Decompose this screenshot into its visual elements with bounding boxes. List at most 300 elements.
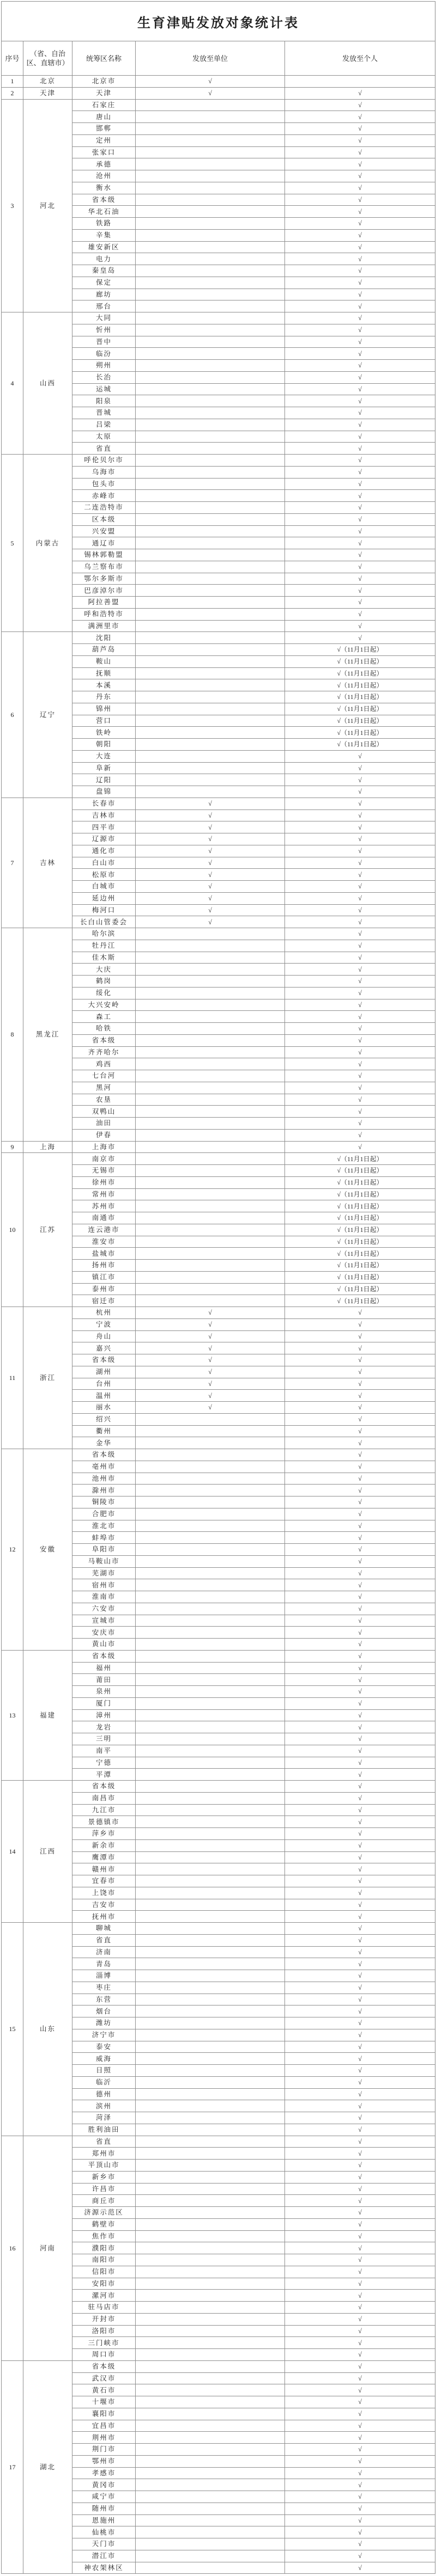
person-check-cell: √: [285, 786, 435, 798]
person-check-cell: √: [285, 360, 435, 372]
region-cell: 省本级: [72, 1449, 136, 1461]
unit-check-cell: √: [136, 1378, 285, 1390]
region-cell: 农垦: [72, 1094, 136, 1106]
unit-check-cell: [136, 2325, 285, 2337]
unit-check-cell: [136, 348, 285, 360]
region-cell: 廊坊: [72, 289, 136, 300]
region-cell: 呼伦贝尔市: [72, 455, 136, 467]
region-cell: 吉安市: [72, 1899, 136, 1911]
unit-check-cell: [136, 2396, 285, 2408]
region-cell: 盘锦: [72, 786, 136, 798]
unit-check-cell: [136, 632, 285, 644]
person-check-cell: √: [285, 2514, 435, 2526]
province-cell: 江西: [23, 1781, 72, 1923]
person-check-cell: √: [285, 1781, 435, 1793]
person-check-cell: √: [285, 1082, 435, 1094]
region-cell: 六安市: [72, 1603, 136, 1615]
person-check-cell: √: [285, 2349, 435, 2361]
region-cell: 孝感市: [72, 2467, 136, 2479]
region-cell: 营口: [72, 715, 136, 727]
person-check-cell: √: [285, 99, 435, 111]
province-cell: 福建: [23, 1650, 72, 1780]
region-cell: 鄂州市: [72, 2455, 136, 2467]
person-check-cell: √: [285, 134, 435, 146]
unit-check-cell: [136, 1236, 285, 1248]
person-check-cell: √: [285, 455, 435, 467]
unit-check-cell: [136, 1188, 285, 1200]
table-row: [2, 798, 435, 809]
region-cell: 驻马店市: [72, 2302, 136, 2314]
unit-check-cell: [136, 2503, 285, 2514]
person-check-cell: √: [285, 2372, 435, 2384]
person-check-cell: √: [285, 1721, 435, 1733]
person-check-cell: √: [285, 1579, 435, 1591]
region-cell: 泰安: [72, 2041, 136, 2053]
unit-check-cell: √: [136, 1318, 285, 1330]
unit-check-cell: [136, 1082, 285, 1094]
unit-check-cell: [136, 2372, 285, 2384]
unit-check-cell: [136, 1485, 285, 1496]
region-cell: 连云港市: [72, 1224, 136, 1236]
person-check-cell: √: [285, 194, 435, 206]
unit-check-cell: [136, 1544, 285, 1556]
region-cell: 荆州市: [72, 2432, 136, 2444]
unit-check-cell: [136, 691, 285, 703]
region-cell: 盐城市: [72, 1248, 136, 1260]
person-check-cell: √: [285, 324, 435, 336]
index-cell: 8: [2, 928, 23, 1142]
unit-check-cell: [136, 1023, 285, 1035]
person-check-cell: √: [285, 2384, 435, 2396]
region-cell: 新余市: [72, 1839, 136, 1851]
unit-check-cell: [136, 1070, 285, 1082]
person-check-cell: √: [285, 2230, 435, 2242]
region-cell: 乌兰察布市: [72, 561, 136, 573]
unit-check-cell: [136, 1686, 285, 1698]
unit-check-cell: [136, 1141, 285, 1153]
region-cell: 赤峰市: [72, 490, 136, 502]
unit-check-cell: [136, 1769, 285, 1781]
region-cell: 无锡市: [72, 1165, 136, 1177]
region-cell: 漯河市: [72, 2290, 136, 2302]
person-check-cell: √: [285, 1674, 435, 1686]
unit-check-cell: [136, 1804, 285, 1816]
unit-check-cell: [136, 1437, 285, 1449]
region-cell: 南通市: [72, 1212, 136, 1224]
unit-check-cell: √: [136, 845, 285, 857]
document-sheet: [1, 1, 435, 2574]
region-cell: 梅河口: [72, 904, 136, 916]
unit-check-cell: [136, 1579, 285, 1591]
person-check-cell: √（11月1日起）: [285, 1271, 435, 1283]
region-cell: 台州: [72, 1378, 136, 1390]
region-cell: 赣州市: [72, 1863, 136, 1875]
person-check-cell: √: [285, 916, 435, 928]
unit-check-cell: [136, 1532, 285, 1544]
region-cell: 泉州: [72, 1686, 136, 1698]
region-cell: 潜江市: [72, 2550, 136, 2562]
region-cell: 宁波: [72, 1318, 136, 1330]
person-check-cell: √: [285, 585, 435, 597]
province-cell: 吉林: [23, 798, 72, 928]
unit-check-cell: √: [136, 809, 285, 821]
person-check-cell: √: [285, 1709, 435, 1721]
person-check-cell: √: [285, 881, 435, 893]
region-cell: 南阳市: [72, 2254, 136, 2266]
person-check-cell: √: [285, 265, 435, 277]
unit-check-cell: [136, 134, 285, 146]
region-cell: 青岛: [72, 1958, 136, 1970]
region-cell: 平潭: [72, 1769, 136, 1781]
region-cell: 省本级: [72, 194, 136, 206]
region-cell: 抚州市: [72, 1911, 136, 1923]
unit-check-cell: [136, 1295, 285, 1307]
unit-check-cell: [136, 2408, 285, 2420]
person-check-cell: √: [285, 2420, 435, 2432]
region-cell: 济源示范区: [72, 2207, 136, 2219]
person-check-cell: √: [285, 1034, 435, 1046]
person-check-cell: √（11月1日起）: [285, 679, 435, 691]
unit-check-cell: [136, 2076, 285, 2088]
region-cell: 衢州: [72, 1425, 136, 1437]
region-cell: 镇江市: [72, 1271, 136, 1283]
unit-check-cell: [136, 1946, 285, 1958]
index-cell: 13: [2, 1650, 23, 1780]
region-cell: 宣城市: [72, 1615, 136, 1627]
person-check-cell: √（11月1日起）: [285, 644, 435, 656]
region-cell: 濮阳市: [72, 2242, 136, 2254]
table-row: [2, 1449, 435, 1461]
person-check-cell: √: [285, 2455, 435, 2467]
region-cell: 九江市: [72, 1804, 136, 1816]
table-row: [2, 1153, 435, 1165]
unit-check-cell: [136, 336, 285, 348]
unit-check-cell: [136, 111, 285, 123]
person-check-cell: √: [285, 525, 435, 537]
person-check-cell: √: [285, 620, 435, 632]
person-check-cell: √: [285, 1070, 435, 1082]
unit-check-cell: [136, 1165, 285, 1177]
unit-check-cell: [136, 466, 285, 478]
region-cell: 延边州: [72, 892, 136, 904]
unit-check-cell: [136, 182, 285, 194]
region-cell: 商丘市: [72, 2195, 136, 2207]
region-cell: 保定: [72, 277, 136, 289]
unit-check-cell: [136, 1591, 285, 1603]
unit-check-cell: [136, 360, 285, 372]
person-check-cell: √: [285, 537, 435, 549]
person-check-cell: √: [285, 1307, 435, 1319]
person-check-cell: √: [285, 1970, 435, 1982]
unit-check-cell: [136, 2278, 285, 2290]
region-cell: 安阳市: [72, 2278, 136, 2290]
region-cell: 大同: [72, 312, 136, 324]
person-check-cell: √: [285, 2266, 435, 2278]
region-cell: 南平: [72, 1745, 136, 1757]
unit-check-cell: [136, 2302, 285, 2314]
region-cell: 济南: [72, 1946, 136, 1958]
region-cell: 阜阳市: [72, 1544, 136, 1556]
person-check-cell: √: [285, 1911, 435, 1923]
region-cell: 扬州市: [72, 1260, 136, 1272]
region-cell: 南京市: [72, 1153, 136, 1165]
unit-check-cell: [136, 2266, 285, 2278]
unit-check-cell: [136, 407, 285, 419]
person-check-cell: √: [285, 2278, 435, 2290]
region-cell: 长春市: [72, 798, 136, 809]
region-cell: 阿拉善盟: [72, 597, 136, 609]
unit-check-cell: [136, 395, 285, 407]
unit-check-cell: [136, 1129, 285, 1141]
region-cell: 新乡市: [72, 2171, 136, 2183]
unit-check-cell: [136, 123, 285, 135]
province-cell: 山西: [23, 312, 72, 455]
table-row: [2, 2136, 435, 2148]
unit-check-cell: [136, 2360, 285, 2372]
person-check-cell: √: [285, 597, 435, 609]
region-cell: 郑州市: [72, 2148, 136, 2160]
person-check-cell: √: [285, 1413, 435, 1425]
unit-check-cell: [136, 976, 285, 988]
region-cell: 许昌市: [72, 2183, 136, 2195]
person-check-cell: √: [285, 1390, 435, 1402]
region-cell: 张家口: [72, 146, 136, 158]
region-cell: 铁岭: [72, 727, 136, 739]
unit-check-cell: [136, 229, 285, 241]
table-row: [2, 1141, 435, 1153]
unit-check-cell: [136, 1911, 285, 1923]
region-cell: 温州: [72, 1390, 136, 1402]
region-cell: 绍兴: [72, 1413, 136, 1425]
region-cell: 省直: [72, 1934, 136, 1946]
unit-check-cell: [136, 655, 285, 667]
person-check-cell: √: [285, 2005, 435, 2017]
person-check-cell: √: [285, 466, 435, 478]
person-check-cell: √: [285, 2325, 435, 2337]
unit-check-cell: √: [136, 892, 285, 904]
unit-check-cell: [136, 383, 285, 395]
person-check-cell: √: [285, 2479, 435, 2491]
index-cell: 9: [2, 1141, 23, 1153]
unit-check-cell: [136, 1425, 285, 1437]
unit-check-cell: [136, 1283, 285, 1295]
region-cell: 宜春市: [72, 1875, 136, 1887]
person-check-cell: √: [285, 999, 435, 1011]
column-header-row: [2, 41, 435, 76]
region-cell: 威海: [72, 2053, 136, 2065]
person-check-cell: √: [285, 1839, 435, 1851]
region-cell: 福州: [72, 1662, 136, 1674]
person-check-cell: √: [285, 206, 435, 218]
index-cell: 17: [2, 2360, 23, 2574]
unit-check-cell: [136, 1461, 285, 1473]
unit-check-cell: √: [136, 1307, 285, 1319]
unit-check-cell: [136, 2432, 285, 2444]
person-check-cell: √: [285, 2467, 435, 2479]
region-cell: 宁德: [72, 1757, 136, 1769]
unit-check-cell: [136, 2514, 285, 2526]
unit-check-cell: √: [136, 87, 285, 99]
page-title: 生育津贴发放对象统计表: [2, 2, 435, 41]
region-cell: 北京市: [72, 76, 136, 88]
unit-check-cell: [136, 585, 285, 597]
unit-check-cell: [136, 300, 285, 312]
region-cell: 苏州市: [72, 1200, 136, 1212]
person-check-cell: √: [285, 443, 435, 455]
person-check-cell: √: [285, 1958, 435, 1970]
col-header-region: 统筹区名称: [72, 41, 136, 76]
index-cell: 3: [2, 99, 23, 312]
region-cell: 呼和浩特市: [72, 608, 136, 620]
unit-check-cell: [136, 419, 285, 431]
unit-check-cell: √: [136, 821, 285, 833]
unit-check-cell: [136, 786, 285, 798]
unit-check-cell: [136, 1982, 285, 1994]
region-cell: 黑河: [72, 1082, 136, 1094]
person-check-cell: √（11月1日起）: [285, 667, 435, 679]
unit-check-cell: [136, 667, 285, 679]
person-check-cell: √: [285, 1461, 435, 1473]
region-cell: 朝阳: [72, 739, 136, 751]
unit-check-cell: [136, 312, 285, 324]
region-cell: 鞍山: [72, 655, 136, 667]
region-cell: 区本级: [72, 513, 136, 525]
unit-check-cell: [136, 455, 285, 467]
person-check-cell: √: [285, 632, 435, 644]
region-cell: 丹东: [72, 691, 136, 703]
region-cell: 杭州: [72, 1307, 136, 1319]
person-check-cell: √: [285, 1792, 435, 1804]
unit-check-cell: [136, 1662, 285, 1674]
unit-check-cell: [136, 1212, 285, 1224]
region-cell: 松原市: [72, 869, 136, 881]
region-cell: 通辽市: [72, 537, 136, 549]
person-check-cell: √: [285, 1094, 435, 1106]
region-cell: 龙岩: [72, 1721, 136, 1733]
region-cell: 太原: [72, 431, 136, 443]
unit-check-cell: √: [136, 76, 285, 88]
unit-check-cell: [136, 1792, 285, 1804]
person-check-cell: √: [285, 407, 435, 419]
person-check-cell: √: [285, 2526, 435, 2538]
unit-check-cell: [136, 1046, 285, 1058]
region-cell: 葫芦岛: [72, 644, 136, 656]
unit-check-cell: [136, 1094, 285, 1106]
person-check-cell: √: [285, 1141, 435, 1153]
unit-check-cell: [136, 1781, 285, 1793]
person-check-cell: √: [285, 170, 435, 182]
unit-check-cell: [136, 289, 285, 300]
unit-check-cell: [136, 608, 285, 620]
person-check-cell: √（11月1日起）: [285, 1283, 435, 1295]
region-cell: 省本级: [72, 1781, 136, 1793]
region-cell: 蚌埠市: [72, 1532, 136, 1544]
person-check-cell: √: [285, 821, 435, 833]
person-check-cell: √: [285, 1639, 435, 1651]
unit-check-cell: [136, 1118, 285, 1130]
province-cell: 江苏: [23, 1153, 72, 1307]
unit-check-cell: [136, 1875, 285, 1887]
region-cell: 抚顺: [72, 667, 136, 679]
person-check-cell: √: [285, 336, 435, 348]
person-check-cell: √: [285, 1769, 435, 1781]
unit-check-cell: [136, 2290, 285, 2302]
region-cell: 上饶市: [72, 1887, 136, 1899]
region-cell: 临沂: [72, 2076, 136, 2088]
unit-check-cell: [136, 1721, 285, 1733]
person-check-cell: √: [285, 892, 435, 904]
region-cell: 淮安市: [72, 1236, 136, 1248]
person-check-cell: √: [285, 762, 435, 774]
person-check-cell: √: [285, 1449, 435, 1461]
person-check-cell: √: [285, 1129, 435, 1141]
person-check-cell: √: [285, 940, 435, 952]
region-cell: 包头市: [72, 478, 136, 490]
person-check-cell: √: [285, 964, 435, 976]
unit-check-cell: [136, 1994, 285, 2005]
unit-check-cell: [136, 2254, 285, 2266]
unit-check-cell: [136, 1887, 285, 1899]
person-check-cell: √: [285, 561, 435, 573]
unit-check-cell: √: [136, 916, 285, 928]
person-check-cell: √: [285, 1046, 435, 1058]
unit-check-cell: √: [136, 869, 285, 881]
unit-check-cell: [136, 1200, 285, 1212]
person-check-cell: √: [285, 1520, 435, 1532]
region-cell: 铁路: [72, 218, 136, 230]
person-check-cell: √: [285, 928, 435, 940]
region-cell: 佳木斯: [72, 952, 136, 964]
unit-check-cell: [136, 1970, 285, 1982]
person-check-cell: √: [285, 1591, 435, 1603]
person-check-cell: √: [285, 549, 435, 561]
person-check-cell: √: [285, 857, 435, 869]
person-check-cell: √: [285, 1627, 435, 1639]
region-cell: 忻州: [72, 324, 136, 336]
region-cell: 胜利油田: [72, 2124, 136, 2136]
region-cell: 德州: [72, 2088, 136, 2100]
region-cell: 丽水: [72, 1402, 136, 1414]
unit-check-cell: [136, 715, 285, 727]
unit-check-cell: [136, 146, 285, 158]
unit-check-cell: [136, 2041, 285, 2053]
region-cell: 东营: [72, 1994, 136, 2005]
region-cell: 满洲里市: [72, 620, 136, 632]
person-check-cell: √: [285, 1650, 435, 1662]
person-check-cell: √: [285, 1425, 435, 1437]
index-cell: 1: [2, 76, 23, 88]
col-header-province: （省、自治区、直辖市）: [23, 41, 72, 76]
province-cell: 内蒙古: [23, 455, 72, 632]
region-cell: 锡林郭勒盟: [72, 549, 136, 561]
province-cell: 浙江: [23, 1307, 72, 1449]
unit-check-cell: [136, 644, 285, 656]
person-check-cell: √: [285, 1508, 435, 1520]
unit-check-cell: [136, 2242, 285, 2254]
person-check-cell: √: [285, 2136, 435, 2148]
unit-check-cell: [136, 2420, 285, 2432]
region-cell: 伊春: [72, 1129, 136, 1141]
person-check-cell: √: [285, 2444, 435, 2456]
unit-check-cell: [136, 2479, 285, 2491]
region-cell: 吕梁: [72, 419, 136, 431]
region-cell: 武汉市: [72, 2372, 136, 2384]
region-cell: 鹰潭市: [72, 1851, 136, 1863]
person-check-cell: √: [285, 608, 435, 620]
person-check-cell: √: [285, 2538, 435, 2550]
unit-check-cell: [136, 2384, 285, 2396]
person-check-cell: √: [285, 2017, 435, 2029]
